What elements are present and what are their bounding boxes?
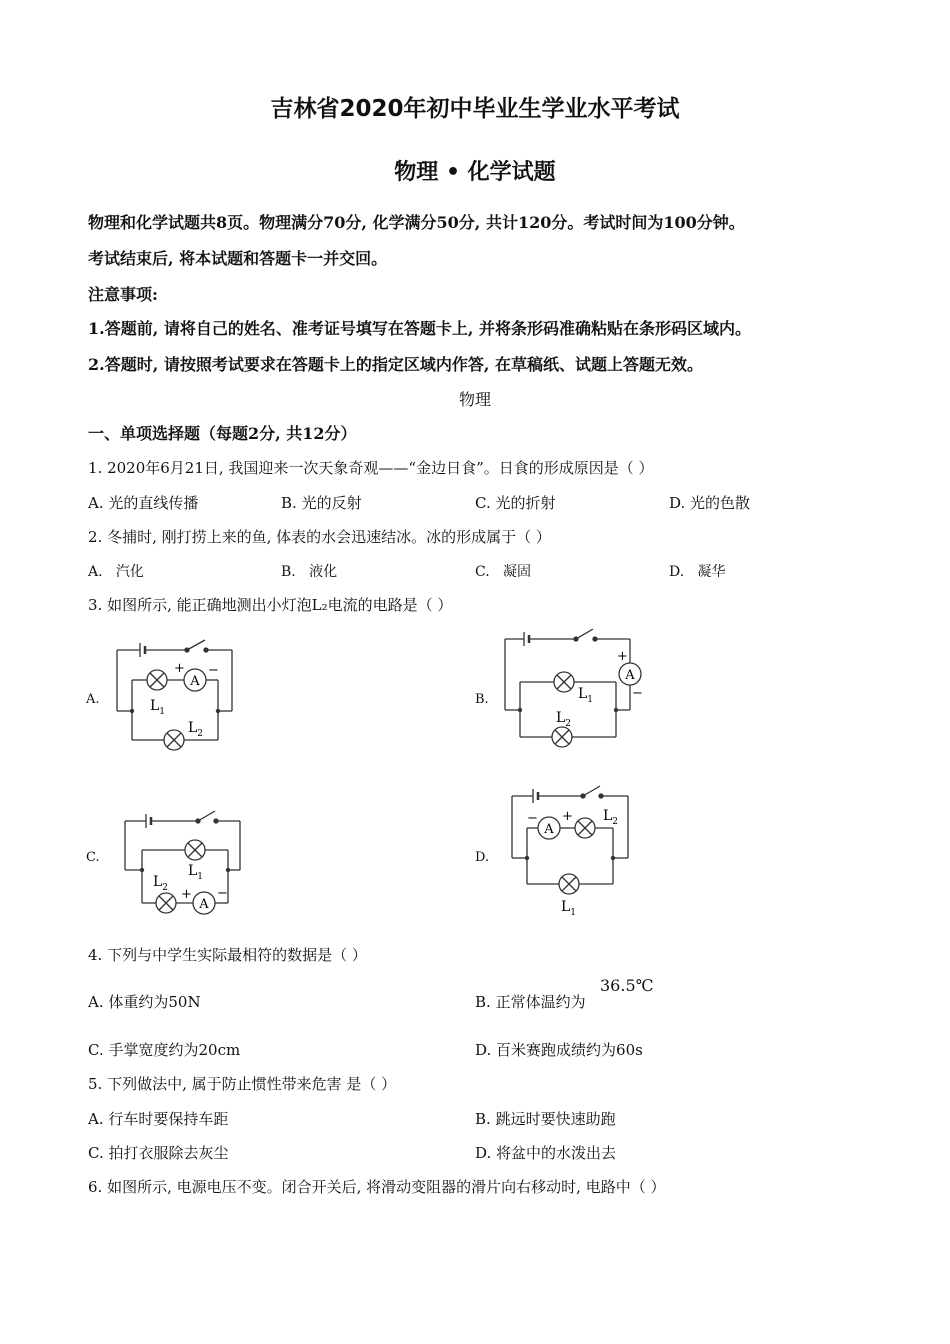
circuit-diagram-c [118,805,248,925]
q3-option-a[interactable]: A. [86,692,100,707]
circuit-diagram-d [505,782,640,922]
question-4 [88,944,367,965]
question-number: 6. [88,1178,103,1196]
question-number: 1. [88,459,103,477]
question-text: 如图所示, 能正确地测出小灯泡L₂电流的电路是（ ） [107,596,453,614]
question-number: 4. [88,946,103,964]
question-text: 下列与中学生实际最相符的数据是（ ） [107,946,367,964]
q2-option-c[interactable]: C. 凝固 [475,564,532,580]
page-title: 吉林省2020年初中毕业生学业水平考试 [270,96,680,122]
section-title: 物理 [458,390,491,409]
question-2 [88,526,551,547]
svg-text:A: A [544,822,554,837]
svg-text:L1: $L_1$ [561,899,577,918]
q1-option-b[interactable]: B. 光的反射 [281,494,362,512]
question-text: 下列做法中, 属于防止惯性带来危害 是（ ） [107,1075,397,1093]
q5-option-a[interactable]: A. 行车时要保持车距 [88,1110,229,1128]
svg-text:−: − [527,811,538,826]
q4-option-c[interactable]: C. 手掌宽度约为20cm [88,1041,241,1059]
q1-option-c[interactable]: C. 光的折射 [475,494,556,512]
circuit-diagram-a [110,630,245,755]
q3-option-c[interactable]: C. [86,850,100,865]
q3-option-b[interactable]: B. [475,692,489,707]
question-1 [88,457,654,478]
notice-1: 1.答题前, 请将自己的姓名、准考证号填写在答题卡上, 并将条形码准确粘贴在条形码区域内。 [88,319,751,338]
question-3 [88,594,452,615]
svg-text:L1: $L_1$ [188,863,204,882]
intro-line-1: 物理和化学试题共8页。物理满分70分, 化学满分50分, 共计120分。考试时间为100分钟。 [88,213,745,232]
svg-text:L2: $L_2$ [188,720,204,739]
svg-text:+: + [617,649,628,664]
question-number: 3. [88,596,103,614]
svg-text:+: + [174,661,185,676]
part1-title: 一、单项选择题（每题2分, 共12分） [88,424,357,443]
q3-option-d[interactable]: D. [475,850,490,865]
svg-text:A: A [190,674,200,689]
q1-option-d[interactable]: D. 光的色散 [669,494,751,512]
svg-text:A: A [625,668,635,683]
question-text: 如图所示, 电源电压不变。闭合开关后, 将滑动变阻器的滑片向右移动时, 电路中（ ） [107,1178,666,1196]
q2-option-a[interactable]: A. 汽化 [88,564,144,580]
question-number: 5. [88,1075,103,1093]
svg-text:A: A [199,897,209,912]
q4-option-a[interactable]: A. 体重约为50N [88,993,201,1011]
q4-option-b[interactable]: B. 正常体温约为 [475,993,586,1011]
svg-text:−: − [208,663,219,678]
q2-option-b[interactable]: B. 液化 [281,564,338,580]
svg-text:L2: $L_2$ [556,710,572,729]
question-number: 2. [88,528,103,546]
svg-text:L2: $L_2$ [603,808,619,827]
q5-option-c[interactable]: C. 拍打衣服除去灰尘 [88,1144,229,1162]
svg-text:−: − [632,686,643,701]
q5-option-b[interactable]: B. 跳远时要快速助跑 [475,1110,616,1128]
notice-2: 2.答题时, 请按照考试要求在答题卡上的指定区域内作答, 在草稿纸、试题上答题无效。 [88,355,703,374]
question-text: 2020年6月21日, 我国迎来一次天象奇观——“金边日食”。日食的形成原因是（ ） [107,459,654,477]
svg-text:+: + [181,887,192,902]
page-subtitle: 物理 • 化学试题 [394,160,556,185]
notice-title: 注意事项: [88,285,158,304]
q1-option-a[interactable]: A. 光的直线传播 [88,494,199,512]
circuit-diagram-b [498,625,648,755]
svg-text:L1: $L_1$ [150,698,166,717]
q4-option-d[interactable]: D. 百米赛跑成绩约为60s [475,1041,643,1059]
svg-text:L1: $L_1$ [578,686,594,705]
question-text: 冬捕时, 刚打捞上来的鱼, 体表的水会迅速结冰。冰的形成属于（ ） [107,528,551,546]
svg-text:−: − [217,886,228,901]
question-5 [88,1073,396,1094]
q5-option-d[interactable]: D. 将盆中的水泼出去 [475,1144,617,1162]
svg-text:L2: $L_2$ [153,874,169,893]
svg-text:+: + [562,809,573,824]
intro-line-2: 考试结束后, 将本试题和答题卡一并交回。 [88,249,388,268]
question-6 [88,1176,665,1197]
q2-option-d[interactable]: D. 凝华 [669,564,726,580]
temperature-value: 36.5℃ [600,976,654,995]
